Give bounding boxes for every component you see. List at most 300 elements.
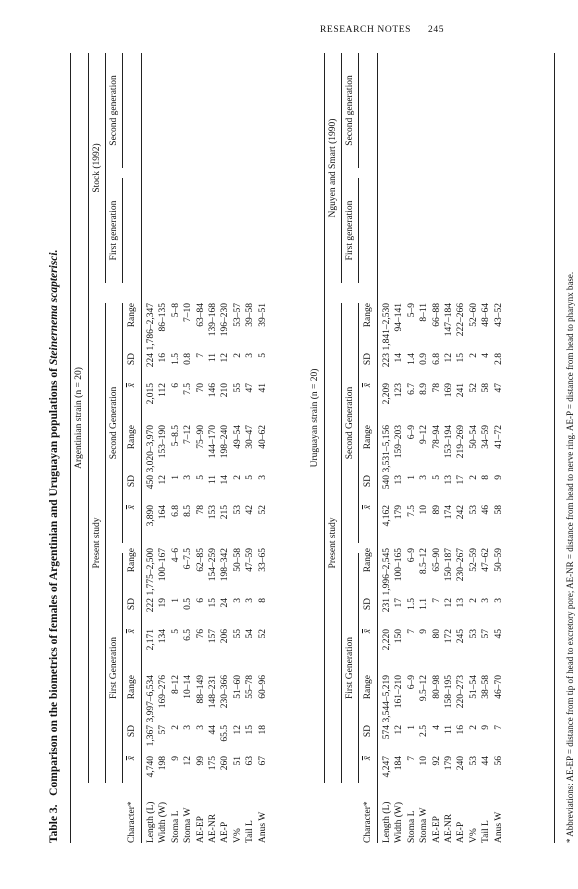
- study-header: Present study: [92, 517, 102, 569]
- table-cell: 6.8: [431, 353, 442, 365]
- species-name: Steinernema scapterisci.: [48, 249, 60, 366]
- table-cell: 50–58: [232, 548, 243, 572]
- table-cell: 14: [394, 353, 405, 363]
- table-cell: 12: [444, 598, 454, 608]
- table-cell: 50–54: [468, 425, 479, 449]
- table-title: Comparison on the biometrics of females of Argentinian and Uruguayan populations of: [48, 368, 60, 796]
- column-header: x̄: [363, 383, 373, 388]
- table-cell: 15: [456, 353, 467, 363]
- table-cell: 134: [158, 629, 169, 644]
- table-cell: 39–58: [245, 303, 256, 327]
- table-cell: 4,162: [382, 505, 392, 527]
- table-cell: 7: [493, 725, 504, 730]
- table-cell: 450: [146, 475, 156, 490]
- table-cell: 5: [245, 475, 256, 480]
- table-cell: 3: [419, 475, 430, 480]
- table-cell: 5–9: [406, 303, 417, 318]
- table-cell: 51: [232, 756, 243, 766]
- column-header: SD: [363, 353, 373, 366]
- table-cell: 1: [170, 475, 181, 480]
- table-cell: 8.9: [419, 383, 430, 395]
- table-cell: 3: [481, 598, 492, 603]
- table-cell: 53–57: [232, 303, 243, 327]
- table-cell: 94–141: [394, 303, 405, 332]
- table-cell: 51–60: [232, 675, 243, 699]
- column-header: SD: [127, 475, 137, 488]
- column-header: x̄: [127, 383, 137, 388]
- column-header: Range: [363, 425, 373, 450]
- generation-header: First generation: [345, 200, 355, 261]
- table-cell: 8: [481, 475, 492, 480]
- table-cell: 7: [406, 756, 417, 761]
- table-cell: 540: [382, 475, 392, 490]
- table-caption: [48, 53, 60, 843]
- table-cell: 15: [245, 725, 256, 735]
- table-cell: 12: [220, 353, 231, 363]
- table-cell: 154–259: [208, 548, 218, 582]
- group-header: Argentinian strain (n = 20): [74, 367, 84, 469]
- table-cell: 86–135: [158, 303, 169, 332]
- row-label: Tail L: [481, 820, 492, 843]
- top-rule: [70, 53, 71, 843]
- table-cell: 260: [220, 756, 231, 771]
- table-cell: 16: [456, 725, 467, 735]
- column-header: Range: [127, 425, 137, 450]
- table-cell: 52–59: [468, 548, 479, 572]
- table-cell: 65–90: [431, 548, 442, 572]
- table-cell: 6.8: [170, 505, 181, 517]
- table-cell: 4: [431, 725, 442, 730]
- table-label: Table 3.: [48, 804, 60, 843]
- table-cell: 48–64: [481, 303, 492, 327]
- table-cell: 0.8: [183, 353, 194, 365]
- table-cell: 47: [245, 383, 256, 393]
- table-cell: 52: [257, 629, 268, 639]
- row-label: Width (W): [394, 801, 405, 843]
- table-cell: 112: [158, 383, 169, 397]
- table-cell: 7: [195, 353, 206, 358]
- table-cell: 242: [456, 505, 467, 520]
- table-cell: 224: [146, 353, 156, 368]
- table-cell: 42: [245, 505, 256, 515]
- table-cell: 8–12: [170, 675, 181, 694]
- table-cell: 146: [208, 383, 218, 398]
- table-cell: 63–84: [195, 303, 206, 327]
- character-header: Character*: [127, 801, 137, 843]
- generation-rule: [122, 303, 123, 543]
- table-cell: 89: [431, 505, 442, 515]
- table-cell: 99: [195, 756, 206, 766]
- table-cell: 6–9: [406, 548, 417, 563]
- table-cell: 2.5: [419, 725, 430, 737]
- table-cell: 2,015: [146, 383, 156, 405]
- table-cell: 55: [232, 383, 243, 393]
- table-cell: 1,786–2,347: [146, 303, 156, 351]
- table-cell: 24: [220, 598, 231, 608]
- row-label: V%: [468, 828, 479, 843]
- generation-rule: [122, 553, 123, 783]
- table-cell: 7.5: [406, 505, 417, 517]
- generation-header: Second generation: [109, 75, 119, 146]
- table-cell: 8: [257, 598, 268, 603]
- table-cell: 230–366: [220, 675, 231, 709]
- footnote: * Abbreviations: AE-EP = distance from tip of head to excretory pore; AE-NR = distance from head to nerve ring. AE-P = distance from head to pharynx base.: [565, 271, 575, 843]
- row-label: Anus W: [493, 811, 504, 843]
- table-cell: 51–54: [468, 675, 479, 699]
- table-cell: 13: [394, 475, 405, 485]
- table-cell: 0.9: [419, 353, 430, 365]
- table-cell: 11: [444, 725, 454, 735]
- table-cell: 4–6: [170, 548, 181, 563]
- generation-header: First Generation: [345, 637, 355, 700]
- table-cell: 100–165: [394, 548, 405, 582]
- table-cell: 17: [394, 598, 405, 608]
- row-label: Length (L): [146, 801, 156, 843]
- table-cell: 2,209: [382, 383, 392, 405]
- table-cell: 52: [257, 505, 268, 515]
- table-cell: 78: [195, 505, 206, 515]
- generation-rule: [358, 178, 359, 283]
- generation-header: Second generation: [345, 75, 355, 146]
- row-label: AE-EP: [431, 816, 442, 843]
- table-cell: 11: [208, 475, 218, 485]
- table-cell: 13: [444, 475, 454, 485]
- column-header: SD: [127, 353, 137, 366]
- table-cell: 2: [232, 353, 243, 358]
- table-cell: 3: [245, 598, 256, 603]
- table-cell: 3: [195, 725, 206, 730]
- row-label: Stoma L: [170, 810, 181, 843]
- generation-rule: [358, 553, 359, 783]
- study-rule: [341, 303, 342, 783]
- table-cell: 2: [170, 725, 181, 730]
- table-cell: 3: [493, 598, 504, 603]
- table-cell: 47–59: [245, 548, 256, 572]
- table-cell: 5–8.5: [170, 425, 181, 447]
- table-cell: 12: [158, 475, 169, 485]
- table-cell: 76: [195, 629, 206, 639]
- table-cell: 12: [394, 725, 405, 735]
- table-cell: 40–62: [257, 425, 268, 449]
- table-cell: 1: [406, 475, 417, 480]
- study-header: Present study: [328, 517, 338, 569]
- study-header: Stock (1992): [92, 143, 102, 193]
- table-cell: 2,171: [146, 629, 156, 651]
- table-cell: 9: [493, 475, 504, 480]
- column-header: SD: [363, 475, 373, 488]
- table-cell: 78: [431, 383, 442, 393]
- table-cell: 80–98: [431, 675, 442, 699]
- generation-rule: [358, 53, 359, 168]
- table-cell: 5: [431, 475, 442, 480]
- column-header: x̄: [127, 505, 137, 510]
- table-cell: 70: [195, 383, 206, 393]
- row-label: AE-EP: [195, 816, 206, 843]
- table-cell: 57: [158, 725, 169, 735]
- table-cell: 196–230: [220, 303, 231, 337]
- study-rule: [105, 303, 106, 783]
- table-cell: 223: [382, 353, 392, 368]
- table-cell: 215: [220, 505, 231, 520]
- generation-header: First generation: [109, 200, 119, 261]
- table-cell: 150: [394, 629, 405, 644]
- table-cell: 38–58: [481, 675, 492, 699]
- table-cell: 2: [468, 475, 479, 480]
- table-cell: 7: [431, 598, 442, 603]
- table-cell: 220–273: [456, 675, 467, 709]
- table-cell: 62–85: [195, 548, 206, 572]
- table-cell: 9: [481, 725, 492, 730]
- study-header: Nguyen and Smart (1990): [328, 118, 338, 218]
- table-cell: 1.5: [406, 598, 417, 610]
- table-cell: 174: [444, 505, 454, 520]
- table-cell: 53: [468, 505, 479, 515]
- table-cell: 60–96: [257, 675, 268, 699]
- table-cell: 219–269: [456, 425, 467, 459]
- table-cell: 2: [468, 725, 479, 730]
- table-cell: 144–170: [208, 425, 218, 459]
- table-cell: 1.5: [170, 353, 181, 365]
- table-cell: 13: [456, 598, 467, 608]
- table-cell: 5: [195, 475, 206, 480]
- column-header: SD: [127, 725, 137, 738]
- table-cell: 3,890: [146, 505, 156, 527]
- row-label: AE-P: [220, 821, 231, 843]
- table-cell: 2: [468, 353, 479, 358]
- table-cell: 3,997–6,534: [146, 675, 156, 723]
- table-cell: 1,367: [146, 725, 156, 747]
- table-cell: 47: [493, 383, 504, 393]
- table-cell: 3: [257, 475, 268, 480]
- table-cell: 10–14: [183, 675, 194, 699]
- group-rule: [88, 53, 89, 783]
- table-cell: 57: [481, 629, 492, 639]
- table-cell: 100–167: [158, 548, 169, 582]
- table-cell: 43–52: [493, 303, 504, 327]
- page-number: 245: [428, 25, 445, 35]
- table-cell: 19: [158, 598, 169, 608]
- table-cell: 7: [406, 629, 417, 634]
- table-cell: 5–8: [170, 303, 181, 318]
- table-cell: 7–12: [183, 425, 194, 444]
- row-label: V%: [232, 828, 243, 843]
- table-cell: 52–60: [468, 303, 479, 327]
- table-cell: 2: [232, 475, 243, 480]
- table-cell: 14: [220, 475, 231, 485]
- row-label: Width (W): [158, 801, 169, 843]
- table-cell: 3: [183, 475, 194, 480]
- table-cell: 6: [195, 598, 206, 603]
- table-cell: 5: [170, 629, 181, 634]
- generation-header: Second Generation: [345, 386, 355, 460]
- table-cell: 80: [431, 629, 442, 639]
- row-label: Stoma L: [406, 810, 417, 843]
- table-cell: 50–59: [493, 548, 504, 572]
- table-cell: 58: [493, 505, 504, 515]
- table-cell: 169–276: [158, 675, 169, 709]
- table-cell: 12: [232, 725, 243, 735]
- table-cell: 3: [232, 598, 243, 603]
- table-cell: 67: [257, 756, 268, 766]
- table-cell: 49–54: [232, 425, 243, 449]
- table-cell: 6–7.5: [183, 548, 194, 570]
- table-cell: 222–266: [456, 303, 467, 337]
- table-cell: 1: [170, 598, 181, 603]
- table-cell: 53: [468, 756, 479, 766]
- table-cell: 123: [394, 383, 405, 398]
- table-cell: 17: [456, 475, 467, 485]
- column-header: SD: [363, 598, 373, 611]
- table-cell: 12: [183, 756, 194, 766]
- table-cell: 6: [170, 383, 181, 388]
- table-cell: 3: [245, 353, 256, 358]
- row-label: AE-P: [456, 821, 467, 843]
- table-cell: 46: [481, 505, 492, 515]
- character-header: Character*: [363, 801, 373, 843]
- row-label: Stoma W: [419, 807, 430, 843]
- group-rule: [324, 53, 325, 783]
- table-cell: 169: [444, 383, 454, 398]
- table-cell: 11: [208, 353, 218, 363]
- header-rule: [377, 53, 378, 843]
- group-header: Uruguayan strain (n = 20): [310, 368, 320, 468]
- table-cell: 5: [257, 353, 268, 358]
- table-cell: 184: [394, 756, 405, 771]
- table-cell: 41–72: [493, 425, 504, 449]
- column-header: Range: [363, 303, 373, 328]
- table-cell: 240: [456, 756, 467, 771]
- table-cell: 15: [208, 598, 218, 608]
- table-cell: 16: [158, 353, 169, 363]
- table-cell: 231: [382, 598, 392, 613]
- table-cell: 53: [468, 629, 479, 639]
- column-header: Range: [127, 303, 137, 328]
- table-cell: 75–90: [195, 425, 206, 449]
- table-cell: 153–190: [158, 425, 169, 459]
- table-cell: 44: [208, 725, 218, 735]
- table-cell: 3: [183, 725, 194, 730]
- table-cell: 179: [444, 756, 454, 771]
- generation-rule: [358, 303, 359, 543]
- table-cell: 78–94: [431, 425, 442, 449]
- table-cell: 198–342: [220, 548, 231, 582]
- table-cell: 2.8: [493, 353, 504, 365]
- table-cell: 3,020–3,970: [146, 425, 156, 473]
- table-cell: 63: [245, 756, 256, 766]
- table-cell: 3,544–5,219: [382, 675, 392, 723]
- table-cell: 41: [257, 383, 268, 393]
- table-cell: 159–203: [394, 425, 405, 459]
- row-label: Length (L): [382, 801, 392, 843]
- rotated-table: [42, 53, 578, 843]
- table-cell: 6.7: [406, 383, 417, 395]
- table-cell: 6.5: [183, 629, 194, 641]
- bottom-rule: [554, 53, 555, 843]
- table-cell: 8.5: [183, 505, 194, 517]
- table-cell: 198–240: [220, 425, 231, 459]
- table-cell: 230–267: [456, 548, 467, 582]
- table-cell: 58: [481, 383, 492, 393]
- table-cell: 66–88: [431, 303, 442, 327]
- column-header: x̄: [363, 629, 373, 634]
- column-header: Range: [127, 548, 137, 573]
- table-cell: 161–210: [394, 675, 405, 709]
- table-cell: 7.5: [183, 383, 194, 395]
- table-cell: 92: [431, 756, 442, 766]
- table-cell: 210: [220, 383, 231, 398]
- table-cell: 52: [468, 383, 479, 393]
- table-cell: 34–59: [481, 425, 492, 449]
- table-cell: 157: [208, 629, 218, 644]
- row-label: AE-NR: [208, 813, 218, 843]
- table-cell: 56: [493, 756, 504, 766]
- row-label: AE-NR: [444, 813, 454, 843]
- table-cell: 10: [419, 505, 430, 515]
- table-cell: 7–10: [183, 303, 194, 322]
- table-cell: 1,996–2,545: [382, 548, 392, 596]
- header-rule: [141, 53, 142, 843]
- table-cell: 6–9: [406, 675, 417, 690]
- table-cell: 148–231: [208, 675, 218, 709]
- column-header: x̄: [127, 756, 137, 761]
- table-cell: 55: [232, 629, 243, 639]
- column-header: Range: [363, 675, 373, 700]
- table-cell: 9–12: [419, 425, 430, 444]
- row-label: Stoma W: [183, 807, 194, 843]
- table-cell: 9.5–12: [419, 675, 430, 702]
- table-cell: 30–47: [245, 425, 256, 449]
- table-cell: 88–149: [195, 675, 206, 704]
- table-cell: 1: [406, 725, 417, 730]
- table-cell: 198: [158, 756, 169, 771]
- table-cell: 53: [232, 505, 243, 515]
- table-cell: 8.5–12: [419, 548, 430, 575]
- table-cell: 2,220: [382, 629, 392, 651]
- row-label: Anus W: [257, 811, 268, 843]
- table-cell: 139–168: [208, 303, 218, 337]
- row-label: Tail L: [245, 820, 256, 843]
- generation-header: First Generation: [109, 637, 119, 700]
- table-cell: 55–78: [245, 675, 256, 699]
- column-header: x̄: [363, 756, 373, 761]
- table-cell: 574: [382, 725, 392, 740]
- running-head-label: RESEARCH NOTES: [320, 25, 412, 35]
- table-cell: 172: [444, 629, 454, 644]
- table-cell: 4: [481, 353, 492, 358]
- table-cell: 4,740: [146, 756, 156, 778]
- table-cell: 245: [456, 629, 467, 644]
- table-cell: 4,247: [382, 756, 392, 778]
- table-cell: 2: [468, 598, 479, 603]
- table-cell: 0.5: [183, 598, 194, 610]
- study-rule: [341, 53, 342, 283]
- table-cell: 6–9: [406, 425, 417, 440]
- table-cell: 150–187: [444, 548, 454, 582]
- table-cell: 54: [245, 629, 256, 639]
- table-cell: 153: [208, 505, 218, 520]
- table-cell: 9: [419, 629, 430, 634]
- generation-rule: [122, 53, 123, 168]
- running-head: [320, 25, 444, 35]
- table-cell: 153–194: [444, 425, 454, 459]
- table-cell: 65.5: [220, 725, 231, 742]
- study-rule: [105, 53, 106, 283]
- table-cell: 18: [257, 725, 268, 735]
- table-cell: 47–62: [481, 548, 492, 572]
- table-cell: 39–51: [257, 303, 268, 327]
- table-cell: 33–65: [257, 548, 268, 572]
- table-cell: 206: [220, 629, 231, 644]
